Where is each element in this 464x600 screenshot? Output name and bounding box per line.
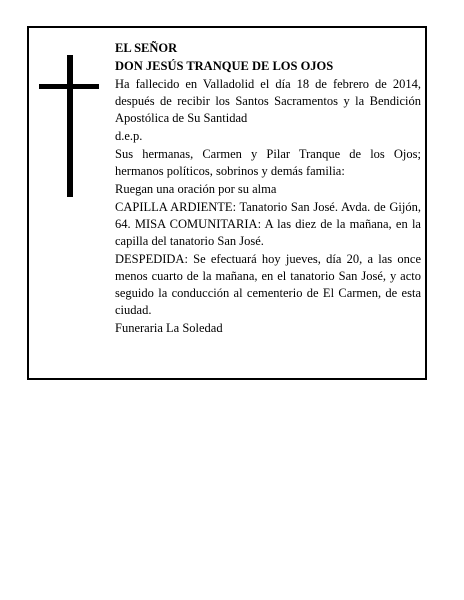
prayer-request: Ruegan una oración por su alma bbox=[115, 182, 277, 196]
chapel-details: CAPILLA ARDIENTE: Tanatorio San José. Avda. de Gijón, 64. MISA COMUNITARIA: A las diez de la mañana, en la capilla del tanatorio San José. bbox=[115, 200, 421, 248]
rest-in-peace: d.e.p. bbox=[115, 129, 143, 143]
farewell-details: DESPEDIDA: Se efectuará hoy jueves, día 20, a las once menos cuarto de la mañana, en el tanatorio San José, y acto seguido la conducción al cementerio de El Carmen, de esta ciudad. bbox=[115, 252, 421, 317]
notice-body bbox=[115, 40, 421, 338]
notice-title: EL SEÑOR bbox=[115, 41, 178, 55]
obituary-notice bbox=[27, 26, 427, 380]
deceased-name: DON JESÚS TRANQUE DE LOS OJOS bbox=[115, 59, 334, 73]
cross-vertical-bar bbox=[67, 55, 73, 197]
family-list: Sus hermanas, Carmen y Pilar Tranque de los Ojos; hermanos políticos, sobrinos y demás familia: bbox=[115, 147, 421, 178]
funeral-home: Funeraria La Soledad bbox=[115, 321, 223, 335]
cross-horizontal-bar bbox=[39, 84, 99, 89]
death-announcement: Ha fallecido en Valladolid el día 18 de febrero de 2014, después de recibir los Santos Sacramentos y la Bendición Apostólica de Su Santidad bbox=[115, 77, 421, 125]
